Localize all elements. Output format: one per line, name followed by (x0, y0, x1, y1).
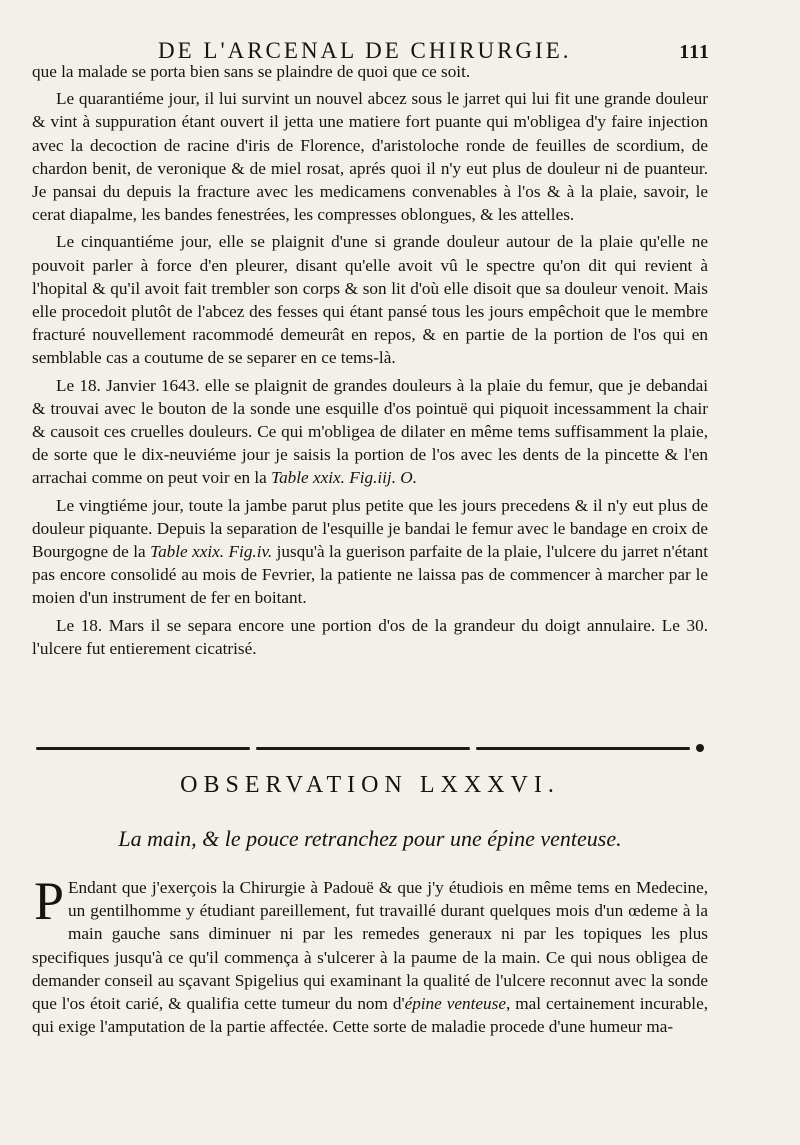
table-reference: Table xxix. Fig.iv. (150, 542, 273, 562)
section-two-text-a: Endant que j'exerçois la Chirurgie à Padouë & que j'y étudiois en même tems en Medecine, un gentilhomme y étudiant pareillement, fut travaillé durant quelques mois d'un œdeme à la main gauche sans diminuer ni par les remedes generaux ni par les topiques les plus specifiques jusqu'à ce qu'il commença à s'ulcerer à la paume de la main. Ce qui nous obligea de demander conseil au sçavant Spigelius qui examinant la qualité de l'ulcere reconnut avec la sonde que l'os étoit carié, & qualifia cette tumeur du nom d' (32, 878, 708, 1014)
observation-subtitle: La main, & le pouce retranchez pour une épine venteuse. (118, 826, 622, 851)
section-two-text (32, 871, 708, 1038)
section-one-text (32, 60, 708, 660)
divider-segment (476, 747, 690, 750)
paragraph-january-1643 (32, 374, 708, 490)
section-two-text-b: , mal certainement incurable, qui exige l'amputation de la partie affectée. Cette sorte de maladie procede d'une humeur ma- (32, 994, 708, 1037)
paragraph-twentieth-rest: jusqu'à la guerison parfaite de la plaie, l'ulcere du jarret n'étant pas encore consolidé au mois de Fevrier, la patiente ne laissa pas de commencer à marcher par le moien d'un instrument de fer en boitant. (32, 542, 708, 608)
paragraph-march: Le 18. Mars il se separa encore une portion d'os de la grandeur du doigt annulaire. Le 30. l'ulcere fut entierement cicatrisé. (32, 615, 708, 658)
running-title: DE L'ARCENAL DE CHIRURGIE. (158, 38, 572, 63)
paragraph-twentieth-day (32, 494, 708, 610)
drop-capital: P (34, 871, 65, 931)
table-reference: Table xxix. Fig.iij. O. (271, 468, 418, 488)
paragraph-continuation: que la malade se porta bien sans se plaindre de quoi que ce soit. (32, 62, 471, 81)
observation-heading: OBSERVATION LXXXVI. (180, 772, 560, 798)
divider-segment (256, 747, 470, 750)
paragraph-fortieth-day: Le quarantiéme jour, il lui survint un nouvel abcez sous le jarret qui lui fit une grande douleur & vint à suppuration étant ouvert il jetta une matiere fort puante qui m'obligea d'y faire injection avec la decoction de racine d'iris de Florence, d'aristoloche ronde de feuilles de scordium, de chardon benit, de veronique & de miel rosat, aprés quoi il n'y eut plus de douleur ni de puanteur. Je pansai du depuis la fracture avec les medicamens convenables à l'os & à la plaie, savoir, le cerat diapalme, les bandes fenestrées, les compresses oblongues, & les attelles. (32, 89, 708, 225)
paragraph-twentieth-text: Le vingtiéme jour, toute la jambe parut plus petite que les jours precedens & il n'y eut plus de douleur piquante. Depuis la separation de l'esquille je bandai le femur avec le bandage en croix de Bourgogne de la (32, 495, 708, 562)
paragraph-fiftieth-day: Le cinquantiéme jour, elle se plaignit d'une si grande douleur autour de la plaie qu'elle ne pouvoit parler à force d'en pleurer, disant qu'elle avoit vû le spectre qu'on dit qui revient à l'hopital & qu'il avoit fait trembler son corps & son lit d'où elle disoit que sa douleur venoit. Mais elle procedoit plutôt de l'abcez des fesses qui étant pansé tous les jours empêchoit que le membre fracturé nouvellement racommodé demeurât en repos, & en partie de la portion de l'os qui en semblable cas a coutume de se separer en ce tems-là. (32, 232, 708, 368)
disease-term: épine venteuse (404, 994, 506, 1014)
divider-segment (36, 747, 250, 750)
divider-end-dot (696, 744, 704, 752)
paragraph-january-text: Le 18. Janvier 1643. elle se plaignit de grandes douleurs à la plaie du femur, que je debandai & trouvai avec le bouton de la sonde une esquille d'os pointuë qui piquoit incessamment la chair & causoit ces cruelles douleurs. Ce qui m'obligea de dilater en même tems suffisamment la plaie, de sorte que le dix-neuviéme jour je saisis la portion de l'os avec les dents de la pincette & l'en arrachai comme on peut voir en la (32, 375, 708, 488)
section-divider (36, 745, 704, 751)
page-number: 111 (679, 41, 710, 63)
